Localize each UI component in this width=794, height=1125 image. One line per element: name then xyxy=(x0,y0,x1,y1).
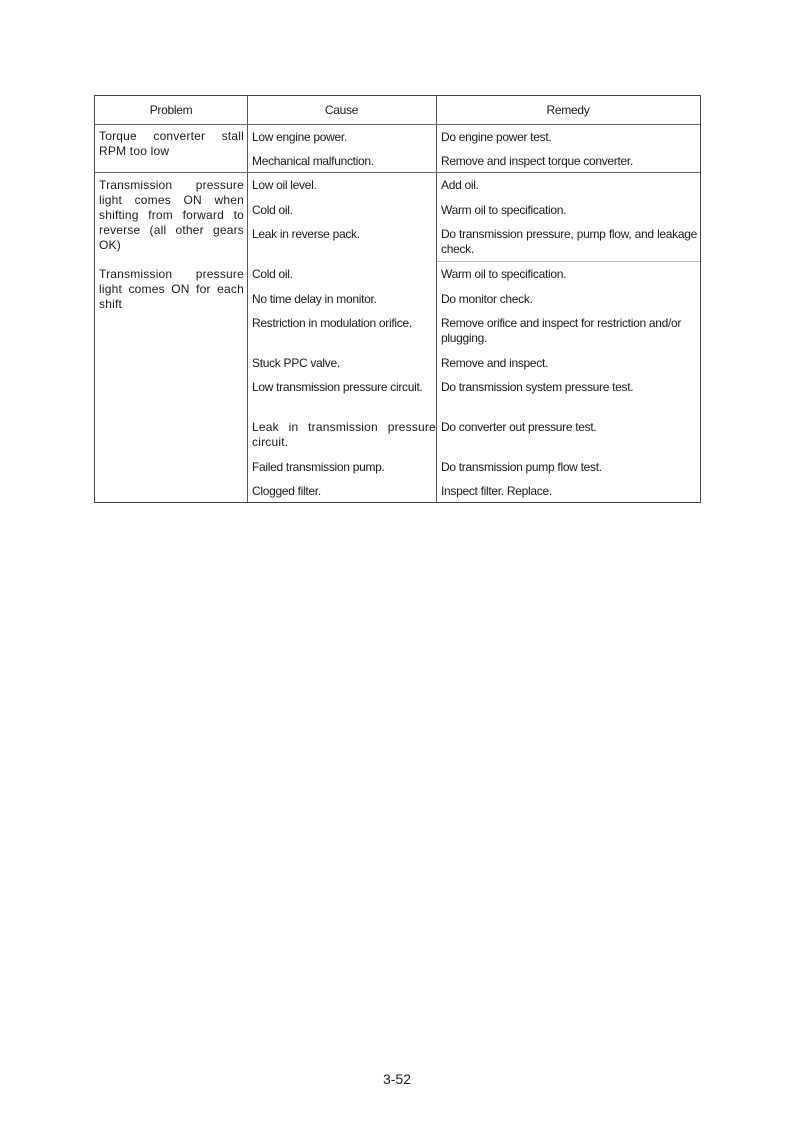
cause-cell: Mechanical malfunction. xyxy=(252,154,374,168)
column-divider-1 xyxy=(247,96,248,502)
column-divider-2 xyxy=(436,96,437,502)
remedy-cell: Add oil. xyxy=(441,178,479,192)
remedy-cell: Warm oil to specification. xyxy=(441,267,567,281)
remedy-cell: Do transmission system pressure test. xyxy=(441,380,634,394)
problem-cell: Transmission pressure light comes ON when shifting from forward to reverse (all other gears OK) xyxy=(99,178,244,252)
remedy-cell: Do monitor check. xyxy=(441,292,533,306)
cause-cell: Clogged filter. xyxy=(252,484,321,498)
cause-cell: Leak in reverse pack. xyxy=(252,227,360,241)
remedy-cell: Remove and inspect. xyxy=(441,356,549,370)
remedy-cell: Do engine power test. xyxy=(441,130,552,144)
cause-cell: Restriction in modulation orifice. xyxy=(252,316,412,330)
cause-cell: Leak in transmission pressure circuit. xyxy=(252,420,436,449)
header-problem: Problem xyxy=(149,103,193,117)
cause-cell: No time delay in monitor. xyxy=(252,292,377,306)
cause-cell: Cold oil. xyxy=(252,267,293,281)
remedy-cell: Inspect filter. Replace. xyxy=(441,484,552,498)
cause-cell: Stuck PPC valve. xyxy=(252,356,340,370)
group-divider-2 xyxy=(437,261,700,262)
problem-cell: Transmission pressure light comes ON for each shift xyxy=(99,267,244,311)
problem-cell: Torque converter stall RPM too low xyxy=(99,129,244,158)
remedy-cell: Warm oil to specification. xyxy=(441,203,567,217)
troubleshooting-table xyxy=(94,95,701,503)
cause-cell: Failed transmission pump. xyxy=(252,460,385,474)
header-divider xyxy=(95,124,700,125)
remedy-cell: Do transmission pump flow test. xyxy=(441,460,602,474)
header-cause: Cause xyxy=(324,103,359,117)
cause-cell: Low engine power. xyxy=(252,130,347,144)
header-remedy: Remedy xyxy=(546,103,590,117)
remedy-cell: Do transmission pressure, pump flow, and leakage check. xyxy=(441,227,697,256)
cause-cell: Low oil level. xyxy=(252,178,317,192)
cause-cell: Cold oil. xyxy=(252,203,293,217)
page-number: 3-52 xyxy=(382,1071,412,1087)
remedy-cell: Remove and inspect torque converter. xyxy=(441,154,633,168)
group-divider-1 xyxy=(95,172,700,173)
cause-cell: Low transmission pressure circuit. xyxy=(252,380,423,394)
remedy-cell: Do converter out pressure test. xyxy=(441,420,597,434)
remedy-cell: Remove orifice and inspect for restriction and/or plugging. xyxy=(441,316,682,345)
